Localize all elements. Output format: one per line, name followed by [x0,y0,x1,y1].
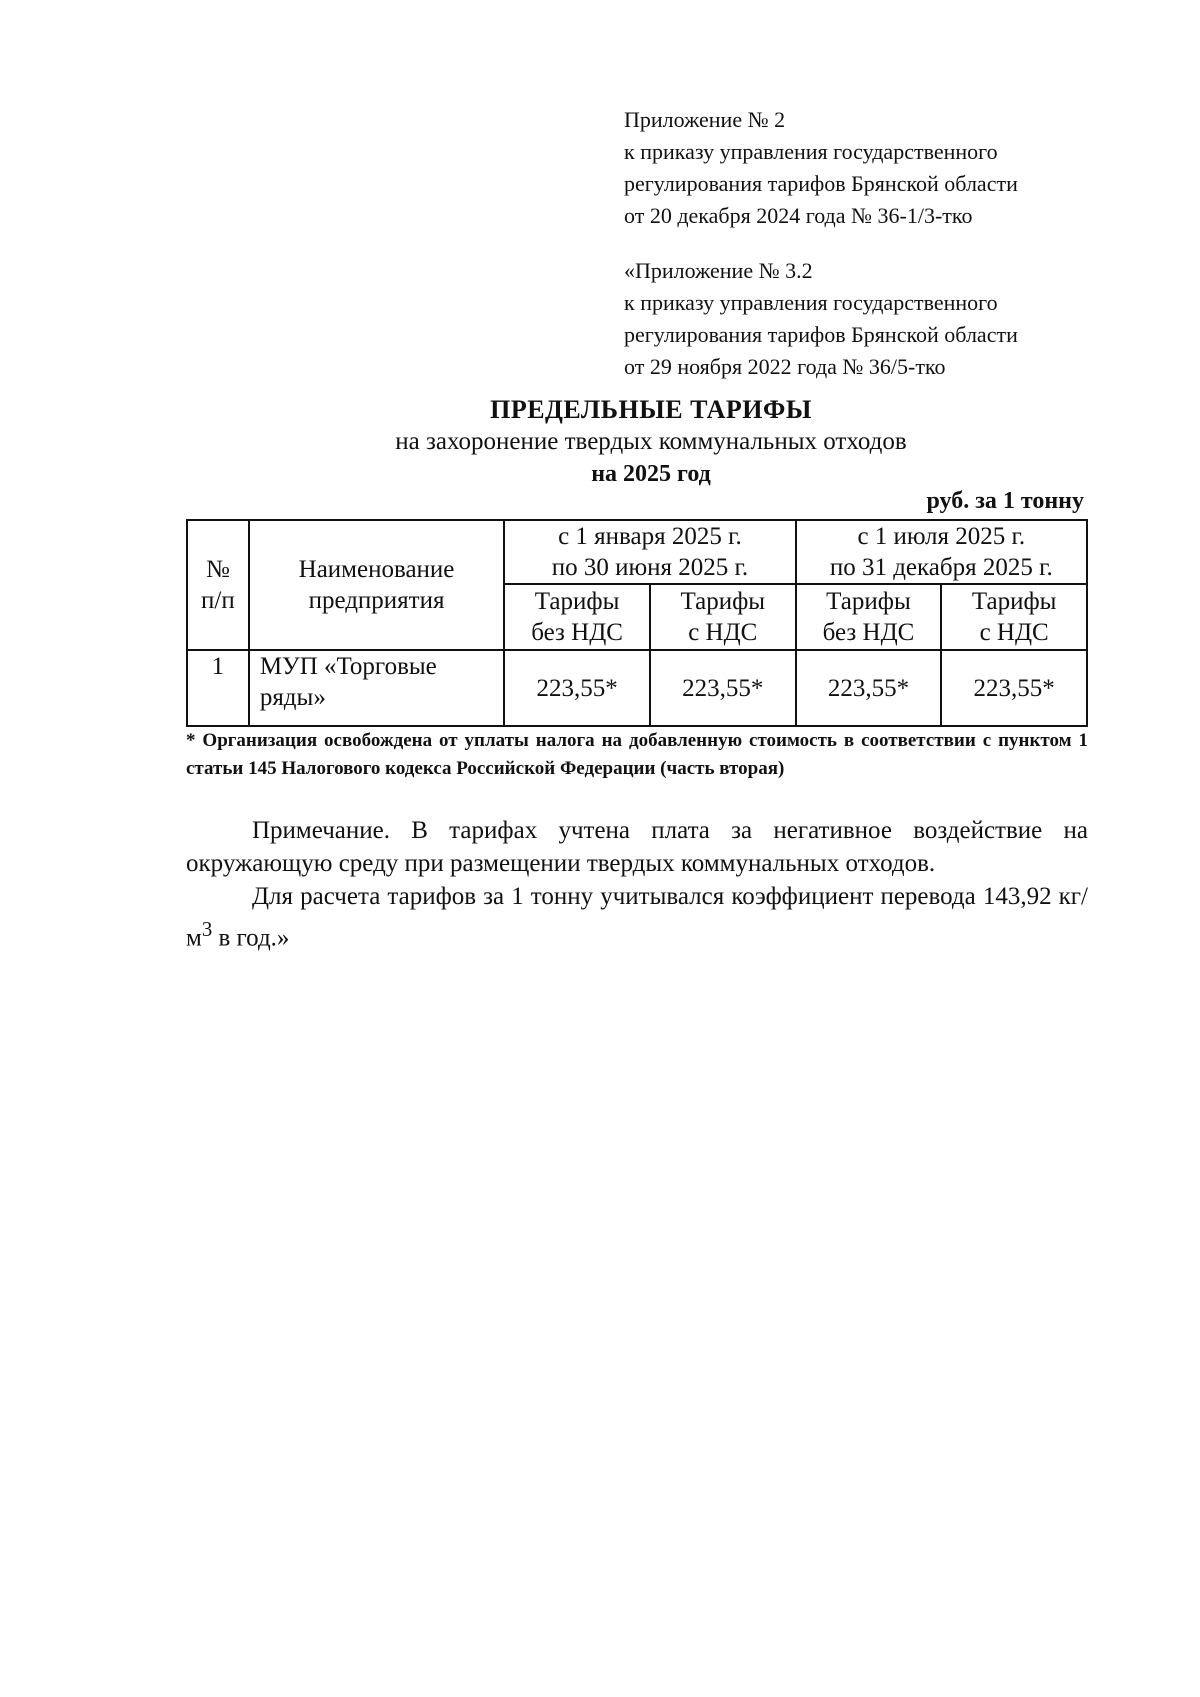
header-period-2 [796,520,1087,584]
appendix-2-line-2: к приказу управления государственного [624,290,998,315]
row-number: 1 [187,650,249,726]
table-row [187,650,1087,726]
appendix-2-line-4: от 29 ноября 2022 года № 36/5-тко [624,354,946,379]
tariff-table [186,519,1088,727]
appendix-1-line-3: регулирования тарифов Брянской области [624,171,1018,196]
note-paragraph-2 [186,880,1088,954]
appendix-1-line-4: от 20 декабря 2024 года № 36-1/3-тко [624,203,973,228]
header-p2-vat-line-1: Тарифы [971,588,1057,615]
row-company-name [249,650,504,726]
appendix-reference-2 [624,255,1018,383]
appendix-2-line-3: регулирования тарифов Брянской области [624,322,1018,347]
header-number-line-2: п/п [201,587,235,614]
note-2-superscript: 3 [201,917,213,941]
header-period-1 [504,520,795,584]
note-paragraph-1: Примечание. В тарифах учтена плата за негативное воздействие на окружающую среду при размещении твердых коммунальных отходов. [186,817,1088,877]
header-p1-vat-line-2: с НДС [688,619,758,646]
row-company-name-line-2: ряды» [259,684,326,711]
header-name [249,520,504,650]
row-p2-vat-value: 223,55* [941,650,1087,726]
row-p2-no-vat-value: 223,55* [796,650,942,726]
header-p2-no-vat [796,584,942,650]
row-company-name-line-1: МУП «Торговые [259,653,437,680]
header-p1-no-vat [504,584,650,650]
row-p1-no-vat-value: 223,55* [504,650,650,726]
appendix-2-line-1: «Приложение № 3.2 [624,258,813,283]
header-p1-vat-line-1: Тарифы [680,588,766,615]
appendix-reference-1 [624,104,1018,232]
header-p2-no-vat-line-2: без НДС [822,619,915,646]
title-year: на 2025 год [591,461,711,487]
header-period-1-line-1: с 1 января 2025 г. [558,523,742,550]
header-p2-vat [941,584,1087,650]
header-period-2-line-1: с 1 июля 2025 г. [857,523,1026,550]
header-number-line-1: № [205,556,230,583]
title-main: ПРЕДЕЛЬНЫЕ ТАРИФЫ [490,395,812,424]
note-2-text: Для расчета тарифов за 1 тонну учитывался коэффициент перевода 143,92 кг/м [186,883,1088,952]
header-name-line-1: Наименование [298,556,455,583]
appendix-1-line-2: к приказу управления государственного [624,139,998,164]
table-header-row [187,520,1087,584]
header-p1-vat [650,584,796,650]
header-p1-no-vat-line-2: без НДС [531,619,623,646]
appendix-1-line-1: Приложение № 2 [624,107,786,132]
header-p2-vat-line-2: с НДС [979,619,1049,646]
footnote: * Организация освобождена от уплаты налога на добавленную стоимость в соответствии с пунктом 1 статьи 145 Налогового кодекса Российской Федерации (часть вторая) [186,730,1088,779]
note-2-tail: в год.» [212,924,290,952]
header-p1-no-vat-line-1: Тарифы [534,588,620,615]
header-period-1-line-2: по 30 июня 2025 г. [551,554,749,581]
row-p1-vat-value: 223,55* [650,650,796,726]
unit-label: руб. за 1 тонну [926,488,1084,514]
header-period-2-line-2: по 31 декабря 2025 г. [829,554,1053,581]
header-number [187,520,249,650]
document-title [186,393,1116,491]
header-name-line-2: предприятия [308,587,445,614]
header-p2-no-vat-line-1: Тарифы [826,588,911,615]
title-subtitle: на захоронение твердых коммунальных отходов [395,428,907,455]
